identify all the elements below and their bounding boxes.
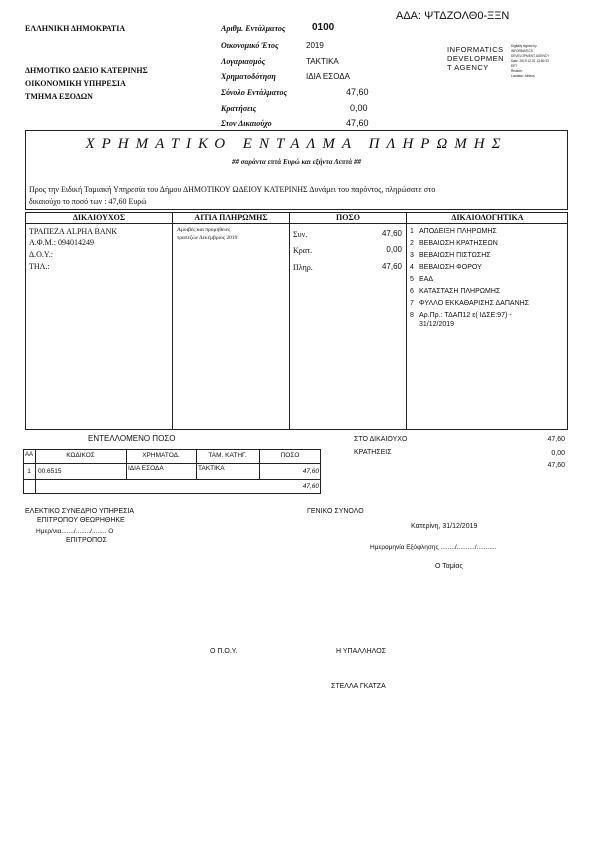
ordered-amount-title: ΕΝΤΕΛΛΟΜΕΝΟ ΠΟΣΟ (88, 434, 176, 443)
commissioner-title: ΕΠΙΤΡΟΠΟΣ (66, 537, 107, 544)
beneficiary-name: ΤΡΑΠΕΖΑ ALPHA BANK (29, 227, 118, 236)
amount-label: Πληρ. (293, 263, 313, 272)
country-title: ΕΛΛΗΝΙΚΗ ΔΗΜΟΚΡΑΤΙΑ (25, 24, 126, 33)
payment-reason: Αμοιβές και προμήθειες (177, 227, 231, 233)
stamp-sig: Reason: (511, 69, 523, 73)
row-funding: ΙΔΙΑ ΕΣΟΔΑ (128, 465, 164, 472)
org-line-3: ΤΜΗΜΑ ΕΞΟΔΩΝ (25, 92, 93, 101)
stamp-sig: Location: Athens (511, 74, 535, 78)
row-category: ΤΑΚΤΙΚΑ (198, 465, 225, 472)
info-value: ΤΑΚΤΙΚΑ (306, 57, 339, 66)
info-value: 47,60 (346, 118, 369, 128)
header-documents: ΔΙΚΑΙΟΛΟΓΗΤΙΚΑ (451, 213, 524, 222)
doc-item: ΒΕΒΑΙΩΣΗ ΚΡΑΤΗΣΕΩΝ (419, 240, 498, 247)
doc-item: ΚΑΤΑΣΤΑΣΗ ΠΛΗΡΩΜΗΣ (419, 288, 501, 295)
info-value: 0100 (312, 22, 335, 33)
col-header-amount: ΠΟΣΟ (280, 452, 300, 459)
doc-num: 1 (410, 228, 414, 235)
summary-value: 0,00 (551, 450, 565, 457)
payment-reason: τραπεζών Δεκέμβριος 2019 (177, 235, 238, 241)
info-value: 2019 (306, 41, 324, 50)
doc-item: ΒΕΒΑΙΩΣΗ ΠΙΣΤΩΣΗΣ (419, 252, 491, 259)
amount-label: Συν. (293, 230, 308, 239)
employee-title: Η ΥΠΑΛΛΗΛΟΣ (336, 648, 386, 655)
council-date: Ημερ/νια......./......../........ Ο (36, 528, 114, 535)
document-title: ΧΡΗΜΑΤΙΚΟ ΕΝΤΑΛΜΑ ΠΛΗΡΩΜΗΣ (85, 136, 508, 152)
council-line-2: ΕΠΙΤΡΟΠΟΥ ΘΕΩΡΗΘΗΚΕ (37, 517, 125, 524)
row-aa: 1 (27, 468, 31, 475)
summary-value: 47,60 (547, 436, 565, 443)
amount-value: 47,60 (381, 229, 402, 238)
beneficiary-afm: Α.Φ.Μ.: 094014249 (29, 238, 94, 247)
col-header-funding: ΧΡΗΜΑΤΟΔ. (142, 452, 180, 459)
amount-in-words: ## σαράντα επτά Ευρώ και εξήντα Λεπτά ## (232, 158, 361, 166)
stamp-sig: DEVELOPMENT AGENCY (511, 54, 550, 58)
stamp-line: T AGENCY (447, 63, 489, 72)
doc-num: 8 (410, 312, 414, 319)
doc-item: Αρ.Πρ.: ΤΔΑΠ12 ε( ΙΔΣΕ:97) - (419, 312, 512, 319)
payment-order-line-2: δικαιούχο το ποσό των : 47,60 Ευρώ (29, 197, 147, 206)
summary-value: 47,60 (547, 462, 565, 469)
doc-item: 31/12/2019 (419, 321, 455, 328)
header-amount: ΠΟΣΟ (336, 213, 360, 222)
info-value: ΙΔΙΑ ΕΣΟΔΑ (306, 72, 350, 81)
header-reason: ΑΙΤΙΑ ΠΛΗΡΩΜΗΣ (194, 213, 268, 222)
payment-date: Ημερομηνία Εξόφλησης ......../........../........... (370, 544, 497, 551)
doc-num: 6 (410, 288, 414, 295)
stamp-sig: Date: 2019.12.31 13:50:33 (511, 59, 549, 63)
info-label: Κρατήσεις (221, 104, 257, 113)
info-label: Αριθμ. Εντάλματος (221, 24, 286, 33)
doc-num: 3 (410, 252, 414, 259)
info-label: Σύνολο Εντάλματος (221, 88, 288, 97)
beneficiary-phone: ΤΗΛ.: (29, 262, 50, 271)
doc-num: 7 (410, 300, 414, 307)
stamp-sig: Digitally signed by (511, 44, 537, 48)
info-value: 0,00 (350, 103, 368, 113)
col-header-category: ΤΑΜ. ΚΑΤΗΓ. (208, 452, 247, 459)
cashier-title: Ο Ταμίας (435, 563, 463, 570)
doc-num: 4 (410, 264, 414, 271)
header-beneficiary: ΔΙΚΑΙΟΥΧΟΣ (72, 213, 126, 222)
amount-label: Κρατ. (293, 246, 313, 255)
info-value: 47,60 (346, 87, 369, 97)
org-line-2: ΟΙΚΟΝΟΜΙΚΗ ΥΠΗΡΕΣΙΑ (25, 79, 126, 88)
ada-code: ΑΔΑ: ΨΤΔΖΟΛΘ0-ΞΞΝ (396, 10, 510, 22)
info-label: Στον Δικαιούχο (221, 119, 272, 128)
employee-name: ΣΤΕΛΛΑ ΓΚΑΤΖΑ (331, 683, 386, 690)
ordered-total: 47,60 (302, 483, 319, 490)
stamp-line: DEVELOPMEN (447, 54, 505, 63)
stamp-sig: EET (511, 64, 518, 68)
org-line-1: ΔΗΜΟΤΙΚΟ ΩΔΕΙΟ ΚΑΤΕΡΙΝΗΣ (25, 66, 148, 75)
col-header-aa: ΑΑ (24, 452, 33, 458)
stamp-line: INFORMATICS (447, 45, 504, 54)
amount-value: 47,60 (381, 262, 402, 271)
doc-item: ΦΥΛΛΟ ΕΚΚΑΘΑΡΙΣΗΣ ΔΑΠΑΝΗΣ (419, 300, 530, 307)
amount-value: 0,00 (386, 245, 402, 254)
place-date: Κατερίνη, 31/12/2019 (411, 523, 478, 530)
info-label: Οικονομικό Έτος (221, 41, 279, 50)
doc-num: 2 (410, 240, 414, 247)
doc-num: 5 (410, 276, 414, 283)
row-code: 00.6515 (38, 468, 62, 475)
doc-item: ΒΕΒΑΙΩΣΗ ΦΟΡΟΥ (419, 264, 482, 271)
info-label: Λογαριασμός (221, 57, 266, 66)
row-amount: 47,60 (302, 468, 319, 475)
beneficiary-doy: Δ.Ο.Υ.: (29, 250, 53, 259)
pou-title: Ο Π.Ο.Υ. (210, 648, 238, 655)
summary-label: ΚΡΑΤΗΣΕΙΣ (354, 449, 392, 456)
payment-order-line-1: Προς την Ειδική Ταμιακή Υπηρεσία του Δήμου ΔΗΜΟΤΙΚΟΥ ΩΔΕΙΟΥ ΚΑΤΕΡΙΝΗΣ Δυνάμει του παρόντος, πληρώσατε στο (29, 185, 436, 194)
doc-item: ΑΠΟΔΕΙΞΗ ΠΛΗΡΩΜΗΣ (419, 228, 497, 235)
grand-total-label: ΓΕΝΙΚΟ ΣΥΝΟΛΟ (307, 508, 364, 515)
council-line-1: ΕΛΕΚΤΙΚΟ ΣΥΝΕΔΡΙΟ ΥΠΗΡΕΣΙΑ (25, 508, 135, 515)
summary-label: ΣΤΟ ΔΙΚΑΙΟΥΧΟ (354, 436, 408, 443)
stamp-sig: INFORMATICS (511, 49, 533, 53)
doc-item: ΕΑΔ (419, 276, 434, 283)
info-label: Χρηματοδότηση (221, 72, 276, 81)
col-header-code: ΚΩΔΙΚΟΣ (66, 452, 95, 459)
